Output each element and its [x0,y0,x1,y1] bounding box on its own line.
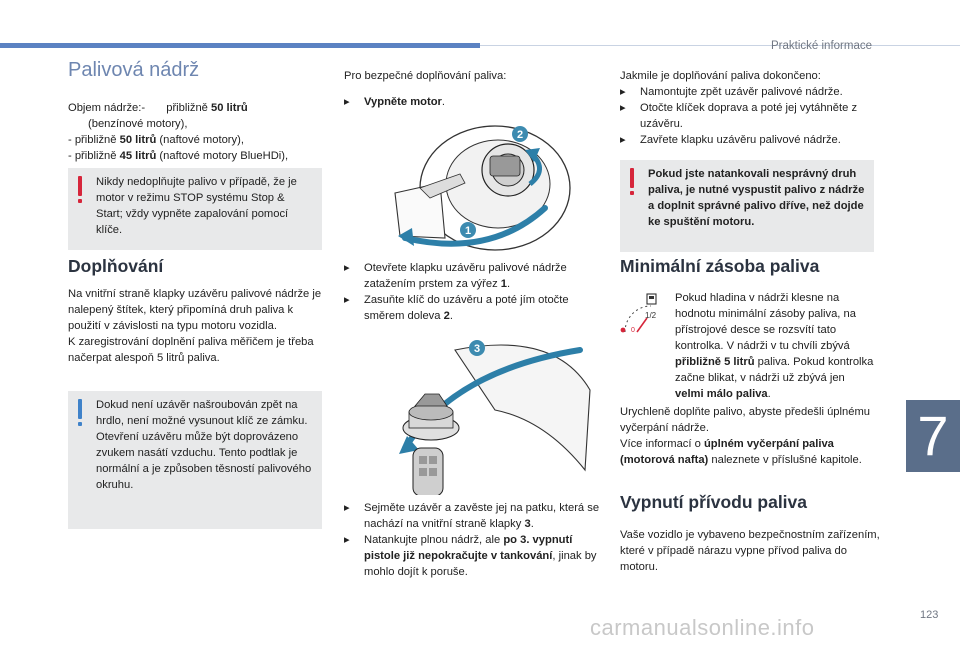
warning-box-stop-start [68,168,322,250]
bullet-icon: ▸ [344,534,350,546]
step-fill-tank: ▸ Natankujte plnou nádrž, ale po 3. vypnutí pistole již nepokračujte v tankování, jinak by mohlo dojít k poruše. [344,534,597,578]
capacity-line-petrol: Objem nádrže:- přibližně 50 litrů [68,102,248,114]
fuel-cap-drawing [395,330,595,495]
finish-step-turn-key: ▸ Otočte klíček doprava a poté jej vytáhněte z uzávěru. [620,102,858,130]
finish-intro: Jakmile je doplňování paliva dokončeno: [620,70,821,82]
refuel-advice-text: Urychleně doplňte palivo, abyste předešli úplnému vyčerpání nádrže. [620,406,871,434]
info-mark [78,399,82,419]
step-remove-cap: ▸ Sejměte uzávěr a zavěste jej na patku, která se nachází na vnitřní straně klapky 3. [344,502,600,530]
warning-box-wrong-fuel [620,160,874,252]
bullet-icon: ▸ [344,96,350,108]
capacity-line-petrol-note: (benzínové motory), [88,118,188,130]
gauge-half-label: 1/2 [645,311,657,320]
step-label-1: 1 [464,225,472,237]
warning-mark [78,176,82,196]
finish-step-close-flap: ▸ Zavřete klapku uzávěru palivové nádrže. [620,134,841,146]
refuelling-gauge-text: K zaregistrování doplnění paliva měřičem je třeba načerpat alespoň 5 litrů paliva. [68,336,314,364]
capacity-line-bluehdi: - přibližně 45 litrů (naftové motory BlueHDi), [68,150,289,162]
fuel-flap-drawing [370,118,580,258]
bullet-icon: ▸ [344,502,350,514]
illustration-open-flap [370,118,580,258]
info-box-cap [68,391,322,529]
step-label-2: 2 [516,129,524,141]
bullet-icon: ▸ [620,134,626,146]
step-open-flap: ▸ Otevřete klapku uzávěru palivové nádrže zatažením prstem za výřez 1. [344,262,567,290]
illustration-remove-cap [395,330,595,495]
steps-open-unlock [344,260,602,324]
bullet-icon: ▸ [620,86,626,98]
step-label-3: 3 [473,343,481,355]
section-title-fuel-cutoff: Vypnutí přívodu paliva [620,492,808,512]
min-fuel-text: Pokud hladina v nádrži klesne na hodnotu minimální zásoby paliva, na přístrojové desce se rozsvítí tato kontrolka. V nádrži v tu chvíli zbývá přibližně 5 litrů paliva. Pokud kontrolka začne blikat, v nádrži už zbývá jen velmi málo paliva. [675,292,874,400]
refuel-advice-more: Více informací o úplném vyčerpání paliva (motorová nafta) naleznete v příslušné kapitole. [620,438,862,466]
refuel-advice [620,404,878,468]
warning-wrong-fuel-text: Pokud jste natankovali nesprávný druh paliva, je nutné vyspustit palivo z nádrže a doplnit správné palivo dříve, než dojde ke spuštění motoru. [648,168,865,228]
step-turn-key: ▸ Zasuňte klíč do uzávěru a poté jím otočte směrem doleva 2. [344,294,569,322]
warning-mark-dot [630,191,634,195]
section-title-refuelling: Doplňování [68,256,164,276]
bullet-icon: ▸ [620,102,626,114]
gauge-zero-label: 0 [631,327,635,334]
info-text: Dokud není uzávěr našroubován zpět na hrdlo, není možné vysunout klíč ze zámku. Otevření uzávěru může být doprovázeno zvukem nasátí vzduchu. Tento podtlak je normální a je způsoben těsností palivového okruhu. [96,399,312,491]
page-title: Palivová nádrž [68,59,200,81]
refuelling-label-text: Na vnitřní straně klapky uzávěru palivové nádrže je nalepený štítek, který připomíná druh paliva k použití v závislosti na typu motoru vozidla. [68,288,322,332]
fuel-warning-lamp-icon [617,290,665,338]
refuelling-body [68,286,326,366]
bullet-icon: ▸ [344,262,350,274]
header-rule [480,45,960,46]
warning-mark-dot [78,199,82,203]
capacity-list [68,100,328,164]
section-header-title: Praktické informace [771,40,872,52]
steps-remove-fill [344,500,602,580]
header-accent-bar [0,43,480,48]
warning-mark [630,168,634,188]
procedure-intro: Pro bezpečné doplňování paliva: [344,70,507,82]
info-mark-dot [78,422,82,426]
capacity-line-diesel: - přibližně 50 litrů (naftové motory), [68,134,244,146]
page-number: 123 [920,609,939,621]
step-engine-off: ▸ Vypněte motor. [344,96,446,108]
finish-list [620,68,878,148]
section-title-min-fuel: Minimální zásoba paliva [620,256,820,276]
bullet-icon: ▸ [344,294,350,306]
watermark: carmanualsonline.info [590,615,815,640]
warning-text: Nikdy nedoplňujte palivo v případě, že je motor v režimu STOP systému Stop & Start; vždy vypněte zapalování pomocí klíče. [96,176,297,236]
fuel-cutoff-text: Vaše vozidlo je vybaveno bezpečnostním zařízením, které v případě nárazu vypne přívod paliva do motoru. [620,529,880,573]
finish-step-refit-cap: ▸ Namontujte zpět uzávěr palivové nádrže. [620,86,843,98]
chapter-tab[interactable]: 7 [906,400,960,472]
